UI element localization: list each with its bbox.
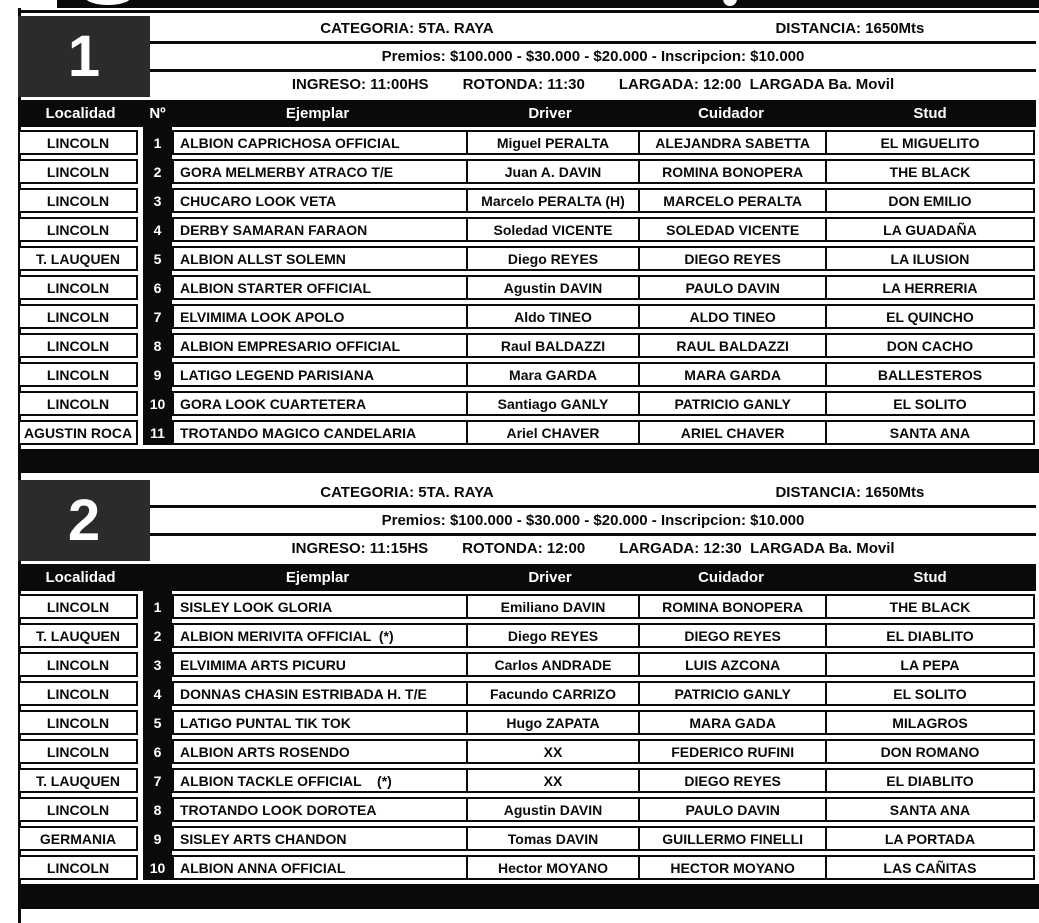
- cell-cuidador: RAUL BALDAZZI: [640, 335, 827, 356]
- cell-cuidador: DIEGO REYES: [640, 248, 827, 269]
- cell-localidad: AGUSTIN ROCA: [18, 420, 138, 445]
- cell-driver: Ariel CHAVER: [468, 422, 641, 443]
- cropped-text-fragment: [85, 0, 131, 5]
- cell-cuidador: SOLEDAD VICENTE: [640, 219, 827, 240]
- cell-cuidador: ARIEL CHAVER: [640, 422, 827, 443]
- cell-driver: XX: [468, 770, 641, 791]
- race-ingreso-time: INGRESO: 11:00HS: [291, 76, 429, 93]
- table-row: [18, 275, 1036, 300]
- cell-numero: 2: [153, 627, 162, 644]
- table-row: [18, 855, 1036, 880]
- cell-cuidador: ROMINA BONOPERA: [640, 596, 827, 617]
- cell-driver: Santiago GANLY: [468, 393, 641, 414]
- table-row: [18, 594, 1036, 619]
- table-row: [18, 623, 1036, 648]
- race-info-line-1: [150, 16, 1036, 41]
- cell-stud: LA GUADAÑA: [827, 219, 1033, 240]
- cropped-text-fragment: [723, 0, 737, 6]
- cell-stud: EL SOLITO: [827, 683, 1033, 704]
- cell-stud: EL DIABLITO: [827, 770, 1033, 791]
- cell-localidad: T. LAUQUEN: [18, 768, 138, 793]
- table-row: [18, 304, 1036, 329]
- cell-driver: XX: [468, 741, 641, 762]
- cell-ejemplar: DERBY SAMARAN FARAON: [174, 219, 468, 240]
- cell-ejemplar: ALBION EMPRESARIO OFFICIAL: [174, 335, 468, 356]
- cell-stud: DON CACHO: [827, 335, 1033, 356]
- row-cell-group: [172, 768, 1035, 793]
- column-header-ejemplar: Ejemplar: [285, 569, 350, 586]
- row-cell-group: [172, 652, 1035, 677]
- cell-localidad: T. LAUQUEN: [18, 623, 138, 648]
- race-prizes: Premios: $100.000 - $30.000 - $20.000 - Inscripcion: $10.000: [381, 48, 805, 65]
- race-info-line-3: [150, 72, 1036, 97]
- table-row: [18, 768, 1036, 793]
- table-row: [18, 159, 1036, 184]
- cell-ejemplar: SISLEY ARTS CHANDON: [174, 828, 468, 849]
- cell-stud: SANTA ANA: [827, 799, 1033, 820]
- cell-stud: THE BLACK: [827, 161, 1033, 182]
- page-content: [18, 13, 1039, 909]
- race-distance: DISTANCIA: 1650Mts: [775, 20, 925, 37]
- race-info-line-2: [150, 508, 1036, 533]
- cell-cuidador: FEDERICO RUFINI: [640, 741, 827, 762]
- cell-driver: Emiliano DAVIN: [468, 596, 641, 617]
- row-cell-group: [172, 710, 1035, 735]
- cell-ejemplar: DONNAS CHASIN ESTRIBADA H. T/E: [174, 683, 468, 704]
- cell-driver: Miguel PERALTA: [468, 132, 641, 153]
- cell-driver: Aldo TINEO: [468, 306, 641, 327]
- race-largada-time: LARGADA: 12:30 LARGADA Ba. Movil: [619, 540, 895, 557]
- cell-numero: 1: [153, 134, 162, 151]
- table-row: [18, 797, 1036, 822]
- row-cell-group: [172, 855, 1035, 880]
- cell-cuidador: ALDO TINEO: [640, 306, 827, 327]
- cell-numero: 4: [153, 685, 162, 702]
- cell-ejemplar: GORA LOOK CUARTETERA: [174, 393, 468, 414]
- cell-driver: Agustin DAVIN: [468, 277, 641, 298]
- cell-driver: Mara GARDA: [468, 364, 641, 385]
- table-header-row: [18, 100, 1036, 127]
- race-largada-time: LARGADA: 12:00 LARGADA Ba. Movil: [618, 76, 895, 93]
- cell-numero: 1: [153, 598, 162, 615]
- race-info-line-3: [150, 536, 1036, 561]
- cell-ejemplar: LATIGO LEGEND PARISIANA: [174, 364, 468, 385]
- row-cell-group: [172, 826, 1035, 851]
- race-number: 1: [18, 16, 150, 97]
- cell-numero: 10: [149, 859, 166, 876]
- cell-numero: 9: [153, 830, 162, 847]
- column-header-cuidador: Cuidador: [698, 105, 764, 122]
- table-row: [18, 217, 1036, 242]
- row-cell-group: [172, 275, 1035, 300]
- row-cell-group: [172, 362, 1035, 387]
- cell-driver: Raul BALDAZZI: [468, 335, 641, 356]
- race-rotonda-time: ROTONDA: 12:00: [462, 540, 586, 557]
- cell-localidad: LINCOLN: [18, 304, 138, 329]
- cell-localidad: GERMANIA: [18, 826, 138, 851]
- table-body: [18, 130, 1036, 445]
- row-cell-group: [172, 623, 1035, 648]
- race-rotonda-time: ROTONDA: 11:30: [462, 76, 585, 93]
- cell-ejemplar: ALBION CAPRICHOSA OFFICIAL: [174, 132, 468, 153]
- cell-numero: 3: [153, 656, 162, 673]
- cell-localidad: LINCOLN: [18, 188, 138, 213]
- cell-driver: Facundo CARRIZO: [468, 683, 641, 704]
- cell-cuidador: MARA GADA: [640, 712, 827, 733]
- cell-localidad: LINCOLN: [18, 217, 138, 242]
- cell-driver: Juan A. DAVIN: [468, 161, 641, 182]
- race-info-panel: [150, 480, 1036, 561]
- cell-stud: MILAGROS: [827, 712, 1033, 733]
- column-header-stud: Stud: [913, 105, 947, 122]
- cell-localidad: LINCOLN: [18, 710, 138, 735]
- race-category: CATEGORIA: 5TA. RAYA: [320, 484, 494, 501]
- column-header-localidad: Localidad: [45, 105, 116, 122]
- cell-ejemplar: TROTANDO MAGICO CANDELARIA: [174, 422, 468, 443]
- race-section: [18, 16, 1039, 445]
- table-row: [18, 681, 1036, 706]
- table-row: [18, 652, 1036, 677]
- column-header-driver: Driver: [528, 569, 572, 586]
- cell-driver: Carlos ANDRADE: [468, 654, 641, 675]
- cell-stud: LA HERRERIA: [827, 277, 1033, 298]
- cell-ejemplar: ALBION MERIVITA OFFICIAL (*): [174, 625, 468, 646]
- cell-cuidador: GUILLERMO FINELLI: [640, 828, 827, 849]
- row-cell-group: [172, 391, 1035, 416]
- cell-numero: 10: [149, 395, 166, 412]
- table-row: [18, 130, 1036, 155]
- race-info-line-2: [150, 44, 1036, 69]
- race-number: 2: [18, 480, 150, 561]
- cell-ejemplar: LATIGO PUNTAL TIK TOK: [174, 712, 468, 733]
- cell-numero: 4: [153, 221, 162, 238]
- row-cell-group: [172, 739, 1035, 764]
- cell-driver: Hugo ZAPATA: [468, 712, 641, 733]
- cell-cuidador: HECTOR MOYANO: [640, 857, 827, 878]
- table-row: [18, 246, 1036, 271]
- cell-stud: EL QUINCHO: [827, 306, 1033, 327]
- row-cell-group: [172, 420, 1035, 445]
- cell-stud: EL MIGUELITO: [827, 132, 1033, 153]
- cell-stud: LA PEPA: [827, 654, 1033, 675]
- cell-stud: BALLESTEROS: [827, 364, 1033, 385]
- race-prizes: Premios: $100.000 - $30.000 - $20.000 - Inscripcion: $10.000: [381, 512, 805, 529]
- cell-ejemplar: ELVIMIMA ARTS PICURU: [174, 654, 468, 675]
- column-header-stud: Stud: [913, 569, 947, 586]
- race-section: [18, 480, 1039, 880]
- table-row: [18, 420, 1036, 445]
- cell-stud: EL SOLITO: [827, 393, 1033, 414]
- cell-ejemplar: SISLEY LOOK GLORIA: [174, 596, 468, 617]
- table-row: [18, 826, 1036, 851]
- cell-numero: 2: [153, 163, 162, 180]
- cell-stud: DON ROMANO: [827, 741, 1033, 762]
- cell-cuidador: ALEJANDRA SABETTA: [640, 132, 827, 153]
- cell-numero: 5: [153, 714, 162, 731]
- race-info-panel: [150, 16, 1036, 97]
- cell-localidad: LINCOLN: [18, 681, 138, 706]
- cell-cuidador: DIEGO REYES: [640, 770, 827, 791]
- table-row: [18, 333, 1036, 358]
- cell-numero: 6: [153, 743, 162, 760]
- race-category: CATEGORIA: 5TA. RAYA: [320, 20, 494, 37]
- section-divider-bar: [18, 449, 1039, 473]
- cell-stud: LAS CAÑITAS: [827, 857, 1033, 878]
- cell-ejemplar: CHUCARO LOOK VETA: [174, 190, 468, 211]
- race-ingreso-time: INGRESO: 11:15HS: [291, 540, 429, 557]
- cell-ejemplar: ALBION ARTS ROSENDO: [174, 741, 468, 762]
- row-cell-group: [172, 130, 1035, 155]
- row-cell-group: [172, 333, 1035, 358]
- cell-numero: 5: [153, 250, 162, 267]
- race-info-line-1: [150, 480, 1036, 505]
- cell-numero: 7: [153, 308, 162, 325]
- race-slot-1: [18, 16, 1039, 445]
- row-cell-group: [172, 304, 1035, 329]
- cell-cuidador: ROMINA BONOPERA: [640, 161, 827, 182]
- cell-numero: 11: [150, 424, 165, 441]
- cell-localidad: LINCOLN: [18, 130, 138, 155]
- race-distance: DISTANCIA: 1650Mts: [775, 484, 925, 501]
- cell-ejemplar: GORA MELMERBY ATRACO T/E: [174, 161, 468, 182]
- cell-localidad: LINCOLN: [18, 391, 138, 416]
- race-header: [18, 16, 1036, 97]
- cell-localidad: LINCOLN: [18, 652, 138, 677]
- row-cell-group: [172, 188, 1035, 213]
- cell-cuidador: LUIS AZCONA: [640, 654, 827, 675]
- cell-cuidador: DIEGO REYES: [640, 625, 827, 646]
- column-header-ejemplar: Ejemplar: [285, 105, 350, 122]
- cell-driver: Hector MOYANO: [468, 857, 641, 878]
- cell-stud: THE BLACK: [827, 596, 1033, 617]
- cell-driver: Diego REYES: [468, 625, 641, 646]
- section-divider-bar: [18, 884, 1039, 909]
- table-row: [18, 710, 1036, 735]
- cell-cuidador: MARCELO PERALTA: [640, 190, 827, 211]
- cell-ejemplar: ALBION ALLST SOLEMN: [174, 248, 468, 269]
- cell-driver: Agustin DAVIN: [468, 799, 641, 820]
- cell-localidad: LINCOLN: [18, 855, 138, 880]
- cell-driver: Soledad VICENTE: [468, 219, 641, 240]
- cell-numero: 9: [153, 366, 162, 383]
- cell-stud: DON EMILIO: [827, 190, 1033, 211]
- cell-numero: 8: [153, 801, 162, 818]
- cell-localidad: LINCOLN: [18, 594, 138, 619]
- cropped-previous-section-bar: [57, 0, 1039, 8]
- cell-numero: 6: [153, 279, 162, 296]
- table-row: [18, 188, 1036, 213]
- cell-localidad: T. LAUQUEN: [18, 246, 138, 271]
- table-header-row: [18, 564, 1036, 591]
- cell-numero: 3: [153, 192, 162, 209]
- cell-ejemplar: ALBION TACKLE OFFICIAL (*): [174, 770, 468, 791]
- table-row: [18, 739, 1036, 764]
- column-header-driver: Driver: [528, 105, 572, 122]
- cell-ejemplar: ELVIMIMA LOOK APOLO: [174, 306, 468, 327]
- column-header-cuidador: Cuidador: [698, 569, 764, 586]
- cell-cuidador: PATRICIO GANLY: [640, 683, 827, 704]
- cell-driver: Tomas DAVIN: [468, 828, 641, 849]
- table-body: [18, 594, 1036, 880]
- cell-numero: 7: [153, 772, 162, 789]
- cell-cuidador: PATRICIO GANLY: [640, 393, 827, 414]
- cell-ejemplar: ALBION STARTER OFFICIAL: [174, 277, 468, 298]
- spacer: [18, 473, 1039, 477]
- cell-localidad: LINCOLN: [18, 333, 138, 358]
- row-cell-group: [172, 681, 1035, 706]
- row-cell-group: [172, 246, 1035, 271]
- race-header: [18, 480, 1036, 561]
- column-header-numero: Nº: [149, 105, 166, 122]
- cell-driver: Marcelo PERALTA (H): [468, 190, 641, 211]
- row-cell-group: [172, 217, 1035, 242]
- cell-ejemplar: ALBION ANNA OFFICIAL: [174, 857, 468, 878]
- cell-driver: Diego REYES: [468, 248, 641, 269]
- cell-stud: LA PORTADA: [827, 828, 1033, 849]
- cell-cuidador: PAULO DAVIN: [640, 277, 827, 298]
- cell-localidad: LINCOLN: [18, 362, 138, 387]
- cell-ejemplar: TROTANDO LOOK DOROTEA: [174, 799, 468, 820]
- cell-stud: SANTA ANA: [827, 422, 1033, 443]
- table-row: [18, 362, 1036, 387]
- cell-stud: EL DIABLITO: [827, 625, 1033, 646]
- cell-localidad: LINCOLN: [18, 275, 138, 300]
- table-row: [18, 391, 1036, 416]
- row-cell-group: [172, 159, 1035, 184]
- cell-stud: LA ILUSION: [827, 248, 1033, 269]
- cell-cuidador: MARA GARDA: [640, 364, 827, 385]
- cell-numero: 8: [153, 337, 162, 354]
- row-cell-group: [172, 797, 1035, 822]
- cell-localidad: LINCOLN: [18, 797, 138, 822]
- race-slot-2: [18, 480, 1039, 880]
- row-cell-group: [172, 594, 1035, 619]
- cell-localidad: LINCOLN: [18, 159, 138, 184]
- column-header-localidad: Localidad: [45, 569, 116, 586]
- cell-localidad: LINCOLN: [18, 739, 138, 764]
- cell-cuidador: PAULO DAVIN: [640, 799, 827, 820]
